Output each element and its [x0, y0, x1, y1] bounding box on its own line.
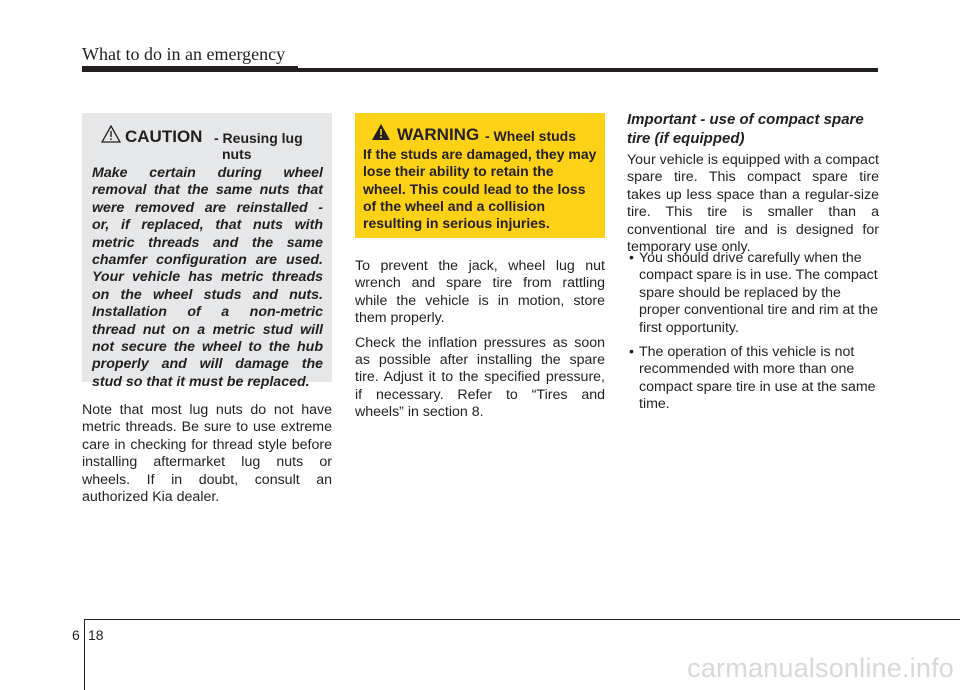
right-column-text — [627, 152, 879, 263]
caution-line: were removed are reinstalled - — [92, 199, 323, 216]
list-item: • The operation of this vehicle is not recommended with more than one compact spare tire in use at the same time. — [627, 344, 879, 414]
caution-line: Your vehicle has metric threads — [92, 269, 323, 286]
caution-header — [92, 121, 323, 162]
caution-line: stud so that it must be replaced. — [92, 373, 310, 390]
compact-spare-paragraph: Your vehicle is equipped with a compact spare tire. This compact spare tire takes up less space than a regular-size tire. This tire is smaller than a conventional tire and is designed for temporary use only. — [627, 152, 879, 256]
warning-box — [355, 113, 605, 238]
inflation-paragraph: Check the inflation pressures as soon as possible after installing the spare tire. Adjust it to the specified pressure, if necessary. Refer to “Tires and wheels” in section 8. — [355, 334, 605, 421]
compact-spare-heading: Important - use of compact spare tire (if equipped) — [627, 111, 864, 147]
caution-line: not secure the wheel to the hub — [92, 339, 323, 356]
footer-divider — [84, 620, 85, 690]
page-header-title: What to do in an emergency — [82, 44, 286, 64]
caution-text — [92, 165, 323, 391]
page-number: 18 — [88, 627, 104, 643]
caution-triangle-icon — [101, 125, 121, 143]
caution-line: Installation of a non-metric — [92, 304, 323, 321]
footer-rule — [84, 619, 960, 620]
warning-header — [363, 119, 599, 146]
caution-line: Make certain during wheel — [92, 165, 323, 181]
caution-line: chamfer configuration are used. — [92, 252, 323, 269]
warning-subtitle: - Wheel studs — [485, 128, 577, 144]
store-properly-paragraph: To prevent the jack, wheel lug nut wrench and spare tire from rattling while the vehicle is in motion, store them properly. — [355, 258, 605, 327]
caution-line: metric threads and the same — [92, 234, 323, 251]
caution-line: removal that the same nuts that — [92, 182, 323, 199]
warning-triangle-icon — [371, 123, 391, 141]
caution-label: CAUTION — [125, 127, 203, 146]
watermark: carmanualsonline.info — [687, 653, 954, 683]
list-item: • You should drive carefully when the compact spare is in use. The compact spare should be replaced by the proper conventional tire and rim at the first opportunity. — [627, 250, 879, 337]
chapter-number: 6 — [72, 627, 80, 643]
compact-spare-bullets — [627, 250, 879, 421]
warning-label: WARNING — [397, 125, 480, 144]
caution-line: or, if replaced, that nuts with — [92, 217, 323, 234]
caution-line: on the wheel studs and nuts. — [92, 286, 323, 303]
caution-line: properly and will damage the — [92, 356, 323, 373]
caution-line: thread nut on a metric stud will — [92, 321, 323, 338]
middle-column-text — [355, 258, 605, 429]
caution-subtitle: - Reusing lug — [214, 130, 303, 146]
caution-subtitle-2: nuts — [222, 146, 252, 162]
left-column-text — [82, 402, 332, 513]
warning-text: If the studs are damaged, they may lose their ability to retain the wheel. This could lead to the loss of the wheel and a collision resulting in serious injuries. — [363, 146, 597, 232]
lug-nut-paragraph: Note that most lug nuts do not have metric threads. Be sure to use extreme care in checking for thread style before installing aftermarket lug nuts or wheels. If in doubt, consult an authorized Kia dealer. — [82, 402, 332, 506]
caution-box — [82, 113, 332, 390]
header-rule-accent — [82, 66, 298, 72]
